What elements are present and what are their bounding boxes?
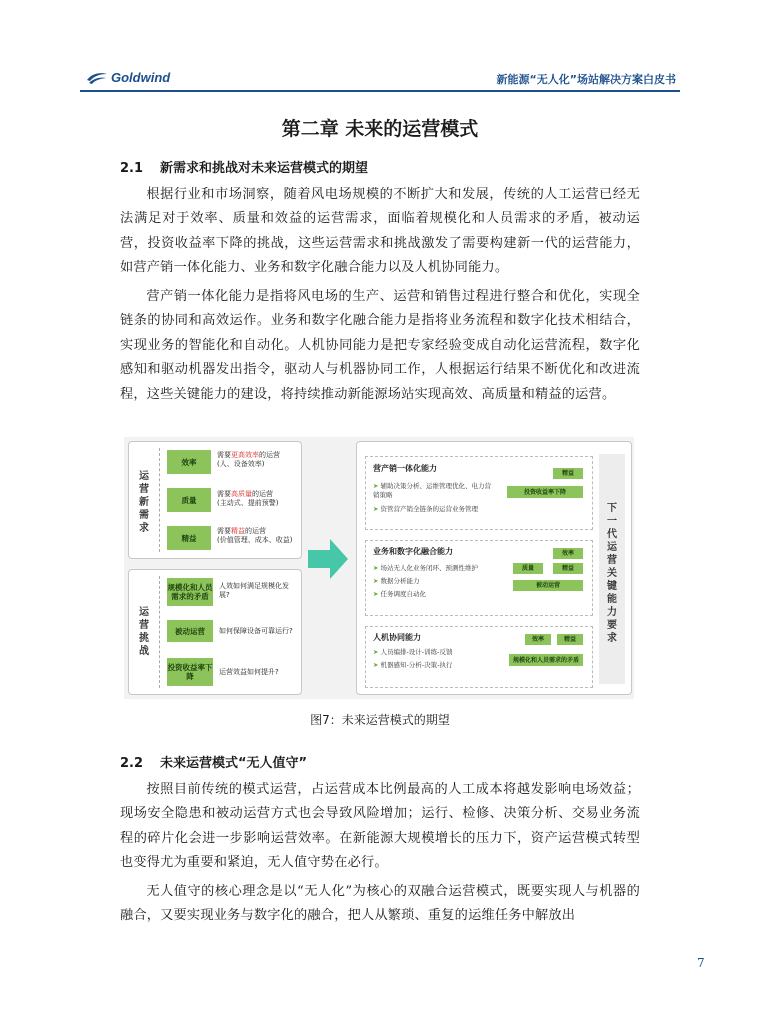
paragraph: 无人值守的核心理念是以“无人化”为核心的双融合运营模式，既要实现人与机器的融合，又要实现业务与数字化的融合，把人从繁琐、重复的运维任务中解放出	[120, 884, 640, 924]
capability-bullet: ➤ 场站无人化业务闭环、预测性维护	[373, 564, 478, 572]
section-heading-2-1	[120, 157, 368, 176]
goldwind-logo	[86, 70, 170, 85]
section-title: 未来运营模式“无人值守”	[160, 756, 308, 771]
page-header	[80, 66, 680, 90]
capability-chip: 被动运营	[513, 580, 583, 591]
need-tag: 质量	[167, 488, 211, 512]
need-tag: 精益	[167, 526, 211, 550]
section-number: 2.2	[120, 756, 144, 771]
new-needs-label: 运营新需求	[139, 471, 149, 534]
capability-requirements-label: 下一代运营关键能力要求	[607, 503, 617, 644]
new-needs-panel	[128, 441, 302, 559]
capability-bullet: ➤ 人员编排-设计-训练-反馈	[373, 648, 453, 656]
need-desc: 需要更高效率的运营 (人、设备效率)	[217, 451, 280, 468]
challenge-tag: 被动运营	[167, 620, 213, 642]
need-desc: 需要精益的运营 (价值管理、成本、收益)	[217, 527, 293, 544]
page-number: 7	[697, 956, 705, 970]
logo-text: Goldwind	[111, 70, 171, 85]
arrow-right-icon	[306, 537, 350, 581]
section-heading-2-2	[120, 752, 307, 771]
capabilities-panel	[356, 441, 632, 695]
chapter-title: 第二章 未来的运营模式	[281, 118, 479, 140]
challenge-desc: 运营效益如何提升?	[219, 668, 279, 676]
capability-bullet: ➤ 数据分析能力	[373, 577, 420, 585]
capability-title: 人机协同能力	[373, 633, 421, 642]
paragraph: 根据行业和市场洞察，随着风电场规模的不断扩大和发展，传统的人工运营已经无法满足对于效率、质量和效益的运营需求，面临着规模化和人员需求的矛盾，被动运营，投资收益率下降的挑战，这些运营需求和挑战激发了需要构建新一代的运营能力，如营产销一体化能力、业务和数字化融合能力以及人机协同能力。	[120, 187, 640, 276]
capability-chip: 精益	[557, 634, 583, 645]
capability-bullet: ➤ 任务调度自动化	[373, 590, 426, 598]
divider	[159, 448, 161, 552]
section-number: 2.1	[120, 161, 144, 176]
divider	[159, 576, 161, 688]
capability-chip: 效率	[525, 634, 551, 645]
header-rule	[80, 90, 680, 92]
paragraph: 营产销一体化能力是指将风电场的生产、运营和销售过程进行整合和优化，实现全链条的协同和高效运作。业务和数字化融合能力是指将业务流程和数字化技术相结合，实现业务的智能化和自动化。人机协同能力是把专家经验变成自动化运营流程，数字化感知和驱动机器发出指令，驱动人与机器协同工作，人根据运行结果不断优化和改进流程，这些关键能力的建设，将持续推动新能源场站实现高效、高质量和精益的运营。	[120, 289, 640, 402]
capability-chip: 规模化和人员需求的矛盾	[509, 654, 583, 666]
section-title: 新需求和挑战对未来运营模式的期望	[160, 161, 369, 176]
capability-bullet: ➤ 资管营产销全链条的运营业务管理	[373, 505, 478, 513]
challenges-label: 运营挑战	[139, 607, 149, 657]
capability-chip: 效率	[553, 548, 583, 559]
capability-title: 营产销一体化能力	[373, 464, 437, 473]
capability-chip: 精益	[553, 563, 583, 574]
challenges-panel	[128, 569, 302, 695]
goldwind-logo-icon	[86, 71, 108, 85]
capability-chip: 质量	[513, 563, 543, 574]
challenge-desc: 人效如何满足规模化发展?	[219, 582, 289, 599]
need-tag: 效率	[167, 450, 211, 474]
challenge-desc: 如何保障设备可靠运行?	[219, 627, 293, 635]
figure-caption: 图7：未来运营模式的期望	[310, 713, 450, 727]
capability-bullet: ➤ 机器感知-分析-决策-执行	[373, 661, 453, 669]
figure-future-operation	[124, 437, 634, 699]
need-desc: 需要高质量的运营 (主动式、提前预警)	[217, 490, 279, 507]
challenge-tag: 规模化和人员需求的矛盾	[167, 578, 213, 606]
document-title: 新能源“无人化”场站解决方案白皮书	[496, 73, 676, 86]
capability-chip: 投资收益率下降	[507, 486, 583, 498]
paragraph: 按照目前传统的模式运营，占运营成本比例最高的人工成本将越发影响电场效益；现场安全隐患和被动运营方式也会导致风险增加；运行、检修、决策分析、交易业务流程的碎片化会进一步影响运营效率。在新能源大规模增长的压力下，资产运营模式转型也变得尤为重要和紧迫，无人值守势在必行。	[120, 782, 640, 871]
capability-title: 业务和数字化融合能力	[373, 547, 453, 556]
challenge-tag: 投资收益率下降	[167, 658, 213, 686]
capability-bullet: ➤ 辅助决策分析、运维管理优化、电力营销策略	[373, 482, 491, 499]
capability-chip: 精益	[553, 468, 583, 479]
